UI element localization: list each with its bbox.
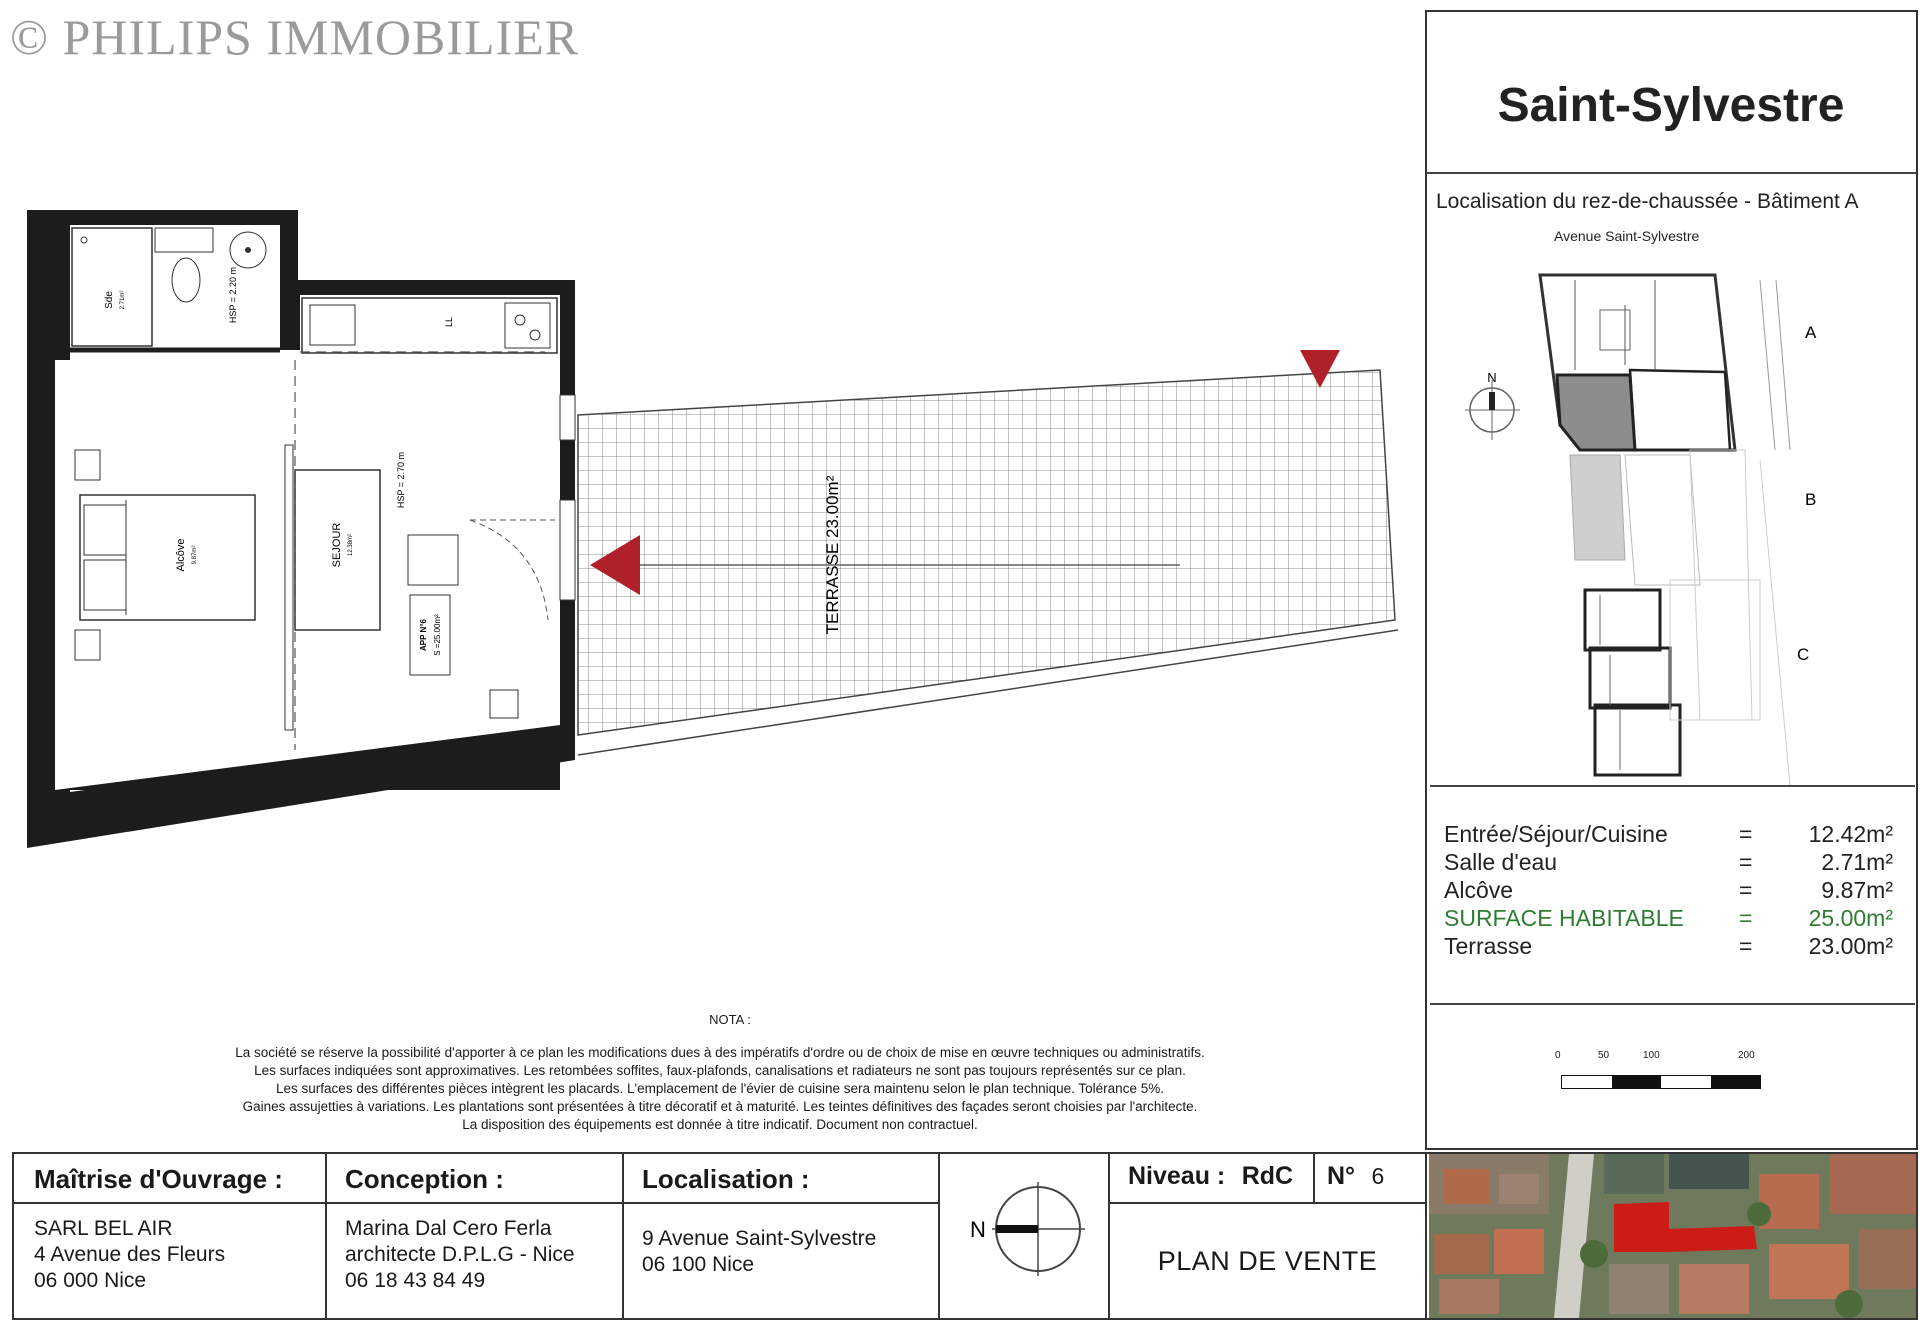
divider bbox=[1430, 1003, 1915, 1005]
terrace-area bbox=[578, 370, 1395, 735]
surface-label: Salle d'eau bbox=[1444, 848, 1558, 875]
hsp-sde: HSP = 2.20 m bbox=[228, 266, 238, 324]
apartment-number: APP N°6 bbox=[419, 619, 428, 651]
aerial-map bbox=[1429, 1154, 1916, 1318]
surface-value: 9.87m² bbox=[1821, 876, 1893, 903]
footer-maitrise bbox=[14, 1154, 327, 1318]
scale-label: 0 bbox=[1555, 1050, 1561, 1061]
nota-line: Gaines assujetties à variations. Les plantations sont présentées à titre décoratif et à maturité. Les teintes définitives des façades seront choisies par l'architecte. bbox=[242, 1099, 1198, 1114]
room-label-sde: Sde bbox=[104, 291, 115, 309]
maitrise-line: 4 Avenue des Fleurs bbox=[34, 1243, 226, 1266]
conception-heading: Conception : bbox=[345, 1164, 504, 1194]
room-area-sde: 2.71m² bbox=[120, 290, 126, 310]
block-label: A bbox=[1805, 323, 1817, 342]
nota-line: Les surfaces des différentes pièces intègrent les placards. L'emplacement de l'évier de cuisine sera maintenu selon le plan technique. Tolérance 5%. bbox=[276, 1081, 1164, 1096]
divider bbox=[1426, 172, 1916, 174]
surface-equals: = bbox=[1739, 820, 1753, 847]
numero-label: N° bbox=[1327, 1162, 1356, 1190]
scale-label: 200 bbox=[1738, 1050, 1755, 1061]
surface-label: SURFACE HABITABLE bbox=[1444, 904, 1684, 931]
surface-value: 23.00m² bbox=[1808, 932, 1893, 959]
surface-label: Alcôve bbox=[1444, 876, 1514, 903]
nota-line: Les surfaces indiquées sont approximatives. Les retombées soffites, faux-plafonds, canalisations et radiateurs ne sont pas toujours représentés sur ce plan. bbox=[254, 1063, 1186, 1078]
localisation-line: 06 100 Nice bbox=[642, 1253, 755, 1276]
footer-numero bbox=[1315, 1154, 1427, 1204]
room-label-alcove: Alcôve bbox=[175, 538, 187, 572]
niveau-label: Niveau : bbox=[1128, 1162, 1226, 1190]
terrace-label: TERRASSE 23.00m² bbox=[823, 475, 842, 635]
compass-label: N bbox=[970, 1217, 986, 1242]
footer-localisation bbox=[624, 1154, 940, 1318]
north-label: N bbox=[1487, 370, 1497, 385]
surface-value: 12.42m² bbox=[1808, 820, 1893, 847]
maitrise-line: SARL BEL AIR bbox=[34, 1217, 173, 1240]
surface-equals: = bbox=[1739, 848, 1753, 875]
nota-body bbox=[140, 1044, 1300, 1134]
room-label-sejour: SEJOUR bbox=[331, 522, 343, 568]
apartment-surface: S =25.00m² bbox=[433, 614, 442, 656]
room-area-alcove: 9.87m² bbox=[192, 545, 198, 565]
surface-label: Terrasse bbox=[1444, 932, 1533, 959]
footer-conception bbox=[327, 1154, 624, 1318]
room-area-sejour: 12.38m² bbox=[348, 533, 354, 557]
hsp-sejour: HSP = 2.70 m bbox=[396, 451, 406, 509]
surface-row bbox=[1444, 820, 1894, 848]
surface-row bbox=[1444, 932, 1894, 960]
conception-line: 06 18 43 84 49 bbox=[345, 1269, 486, 1292]
footer-plan-type bbox=[1110, 1204, 1427, 1318]
numero-value: 6 bbox=[1371, 1163, 1385, 1189]
building-location-plan bbox=[1460, 260, 1890, 785]
scale-label: 50 bbox=[1598, 1050, 1610, 1061]
location-street: Avenue Saint-Sylvestre bbox=[1554, 228, 1700, 244]
fridge-label: LL bbox=[444, 316, 454, 328]
scale-bar bbox=[1555, 1050, 1765, 1090]
scale-label: 100 bbox=[1643, 1050, 1660, 1061]
floor-plan bbox=[0, 190, 1420, 870]
maitrise-heading: Maîtrise d'Ouvrage : bbox=[34, 1164, 283, 1194]
surface-row bbox=[1444, 876, 1894, 904]
location-title: Localisation du rez-de-chaussée - Bâtiment A bbox=[1436, 190, 1859, 213]
block-label: B bbox=[1805, 490, 1817, 509]
plan-type-label: PLAN DE VENTE bbox=[1157, 1245, 1378, 1276]
surface-table bbox=[1444, 820, 1894, 960]
surface-equals: = bbox=[1739, 932, 1753, 959]
surface-value: 2.71m² bbox=[1821, 848, 1893, 875]
maitrise-line: 06 000 Nice bbox=[34, 1269, 147, 1292]
nota-line: La société se réserve la possibilité d'apporter à ce plan les modifications dues à des impératifs d'ordre ou de choix de mise en œuvre techniques ou administratifs. bbox=[235, 1045, 1205, 1060]
nota-line: La disposition des équipements est donnée à titre indicatif. Document non contractuel. bbox=[462, 1117, 978, 1132]
conception-line: architecte D.P.L.G - Nice bbox=[345, 1243, 575, 1266]
surface-row-total bbox=[1444, 904, 1894, 932]
surface-equals: = bbox=[1739, 876, 1753, 903]
footer-niveau bbox=[1110, 1154, 1315, 1204]
surface-equals: = bbox=[1739, 904, 1753, 931]
localisation-heading: Localisation : bbox=[642, 1164, 810, 1194]
conception-line: Marina Dal Cero Ferla bbox=[345, 1217, 552, 1240]
surface-label: Entrée/Séjour/Cuisine bbox=[1444, 820, 1668, 847]
divider bbox=[1430, 785, 1915, 787]
footer-compass bbox=[940, 1154, 1110, 1318]
surface-row bbox=[1444, 848, 1894, 876]
nota-title: NOTA : bbox=[709, 1012, 751, 1027]
compass-icon bbox=[940, 1154, 1110, 1318]
project-title: Saint-Sylvestre bbox=[1497, 78, 1845, 132]
watermark: © PHILIPS IMMOBILIER bbox=[10, 9, 580, 65]
niveau-value: RdC bbox=[1241, 1162, 1294, 1190]
localisation-line: 9 Avenue Saint-Sylvestre bbox=[642, 1227, 877, 1250]
block-label: C bbox=[1797, 645, 1810, 664]
surface-value: 25.00m² bbox=[1808, 904, 1893, 931]
